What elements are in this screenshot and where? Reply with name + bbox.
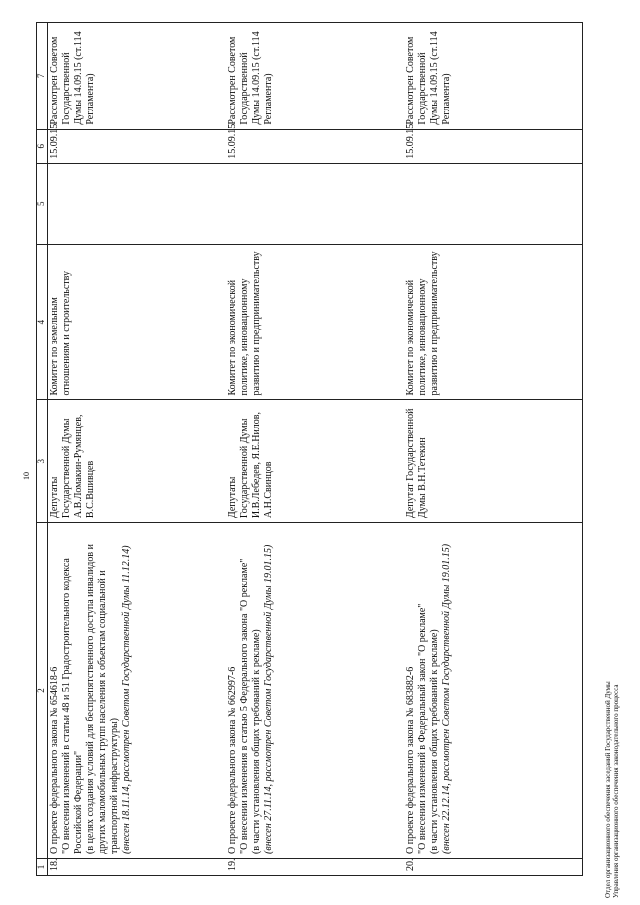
bill-description bbox=[226, 523, 404, 859]
date-cell: 15.09.15 bbox=[226, 129, 404, 163]
column-header: 7 bbox=[37, 23, 48, 130]
committee-cell: Комитет по экономической политике, инновационному развитию и предпринимательству bbox=[404, 244, 583, 400]
table-header-row bbox=[37, 23, 48, 876]
column-5-cell bbox=[404, 163, 583, 244]
date-cell: 15.09.15 bbox=[48, 129, 227, 163]
date-cell: 15.09.15 bbox=[404, 129, 583, 163]
column-header: 3 bbox=[37, 400, 48, 523]
bill-note: (внесен 22.12.14, рассмотрен Советом Государственной Думы 19.01.15) bbox=[441, 543, 452, 854]
bill-description bbox=[404, 523, 583, 859]
footer bbox=[604, 618, 628, 898]
status-cell: Рассмотрен Советом Государственной Думы 14.09.15 (ст.114 Регламента) bbox=[48, 23, 227, 130]
row-number: 19. bbox=[226, 858, 404, 875]
status-cell: Рассмотрен Советом Государственной Думы 14.09.15 (ст.114 Регламента) bbox=[226, 23, 404, 130]
row-number: 20. bbox=[404, 858, 583, 875]
bill-subject: "О внесении изменений в Федеральный закон "О рекламе" bbox=[417, 603, 428, 854]
column-header: 1 bbox=[37, 858, 48, 875]
column-header: 6 bbox=[37, 129, 48, 163]
footer-directorate: Управления организационного обеспечения законодательного процесса bbox=[612, 684, 620, 898]
bill-subject: "О внесении изменений в статьи 48 и 51 Градостроительного кодекса Российской Федерации" bbox=[61, 558, 84, 854]
initiators-cell: Депутат Государственной Думы В.Н.Тетекин bbox=[404, 400, 583, 523]
bill-purpose: (в целях создания условий для беспрепятственного доступа инвалидов и других маломобильных групп населения к объектам социальной и транспортной инфраструктуры) bbox=[85, 544, 120, 854]
initiators-cell: Депутаты Государственной Думы И.В.Лебедев, Я.Е.Нилов, А.Н.Свинцов bbox=[226, 400, 404, 523]
column-header: 5 bbox=[37, 163, 48, 244]
bill-note: (внесен 18.11.14, рассмотрен Советом Государственной Думы 11.12.14) bbox=[121, 545, 132, 854]
table-row bbox=[48, 23, 227, 876]
bill-subject: "О внесении изменения в статью 5 Федерального закона "О рекламе" bbox=[239, 558, 250, 854]
column-header: 4 bbox=[37, 244, 48, 400]
bill-title: О проекте федерального закона № 654618-6 bbox=[49, 666, 60, 854]
column-header: 2 bbox=[37, 523, 48, 859]
bill-purpose: (в части установления общих требований к рекламе) bbox=[429, 629, 440, 854]
footer-department: Отдел организационного обеспечения заседаний Государственной Думы bbox=[604, 681, 612, 898]
committee-cell: Комитет по экономической политике, инновационному развитию и предпринимательству bbox=[226, 244, 404, 400]
bill-title: О проекте федерального закона № 683882-6 bbox=[405, 666, 416, 854]
page-number: 10 bbox=[22, 472, 31, 480]
table-row bbox=[226, 23, 404, 876]
table-row bbox=[404, 23, 583, 876]
column-5-cell bbox=[226, 163, 404, 244]
bill-purpose: (в части установления общих требований к рекламе) bbox=[251, 629, 262, 854]
bill-description bbox=[48, 523, 227, 859]
bill-title: О проекте федерального закона № 662997-6 bbox=[227, 666, 238, 854]
initiators-cell: Депутаты Государственной Думы А.В.Ломакин-Румянцев, В.С.Вшивцев bbox=[48, 400, 227, 523]
status-cell: Рассмотрен Советом Государственной Думы 14.09.15 (ст.114 Регламента) bbox=[404, 23, 583, 130]
row-number: 18. bbox=[48, 858, 227, 875]
agenda-table bbox=[36, 22, 583, 876]
committee-cell: Комитет по земельным отношениям и строительству bbox=[48, 244, 227, 400]
bill-note: (внесен 27.11.14, рассмотрен Советом Государственной Думы 19.01.15) bbox=[263, 544, 274, 854]
column-5-cell bbox=[48, 163, 227, 244]
